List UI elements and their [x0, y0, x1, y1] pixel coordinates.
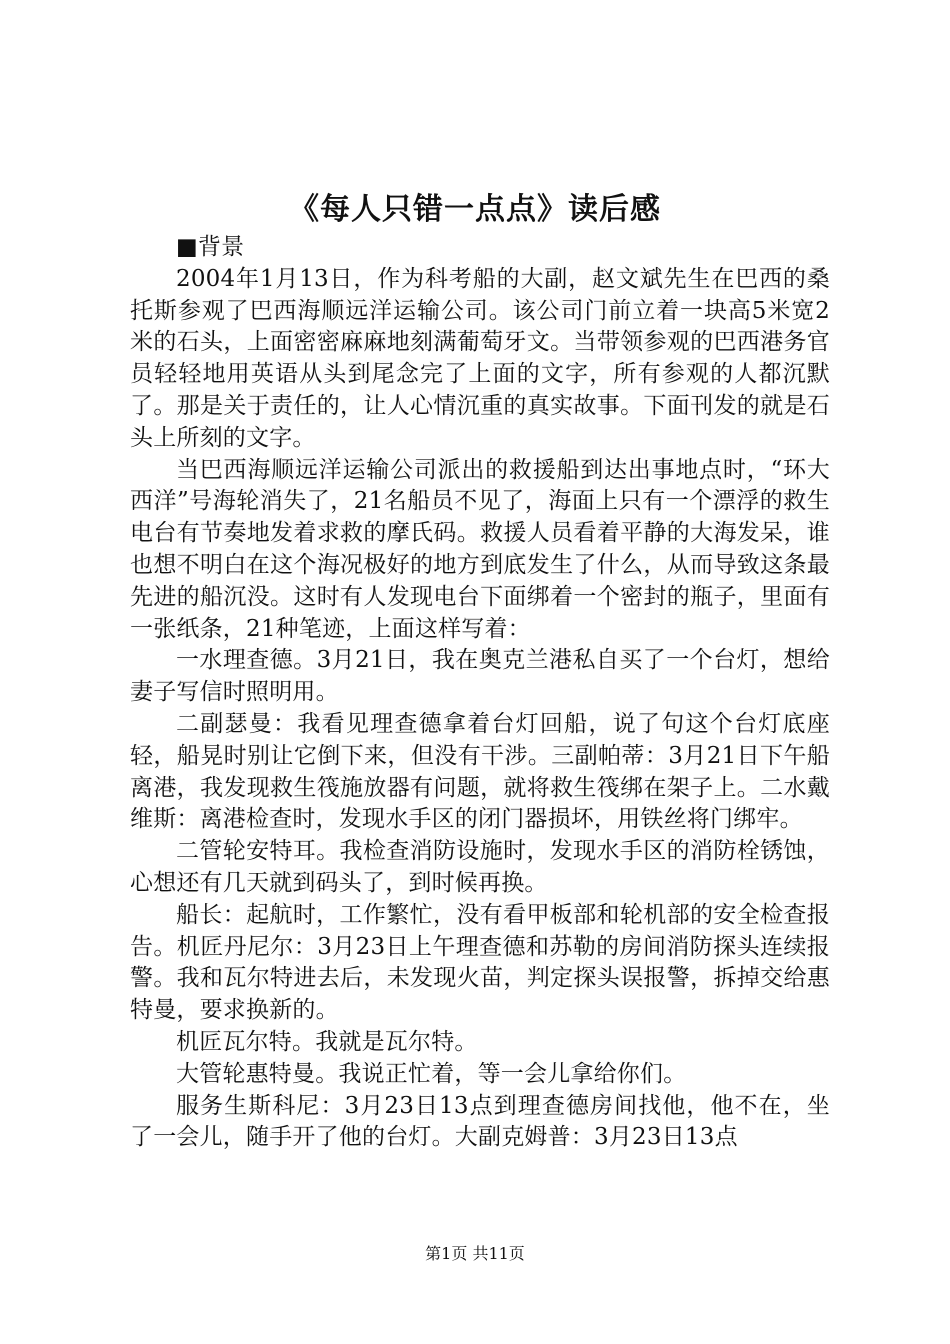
page-footer: 第1页 共11页	[425, 1244, 525, 1263]
paragraph: 服务生斯科尼：3月23日13点到理查德房间找他，他不在，坐了一会儿，随手开了他的台灯。大副克姆普：3月23日13点	[130, 1092, 830, 1151]
paragraph: 二管轮安特耳。我检查消防设施时，发现水手区的消防栓锈蚀，心想还有几天就到码头了，到时候再换。	[130, 838, 830, 896]
paragraph: 当巴西海顺远洋运输公司派出的救援船到达出事地点时，“环大西洋”号海轮消失了，21名船员不见了，海面上只有一个漂浮的救生电台有节奏地发着求救的摩氏码。救援人员看着平静的大海发呆，谁也想不明白在这个海况极好的地方到底发生了什么，从而导致这条最先进的船沉没。这时有人发现电台下面绑着一个密封的瓶子，里面有一张纸条，21种笔迹，上面这样写着：	[130, 456, 830, 642]
paragraph: 二副瑟曼：我看见理查德拿着台灯回船，说了句这个台灯底座轻，船晃时别让它倒下来，但没有干涉。三副帕蒂：3月21日下午船离港，我发现救生筏施放器有问题，就将救生筏绑在架子上。二水戴维斯：离港检查时，发现水手区的闭门器损坏，用铁丝将门绑牢。	[130, 710, 830, 833]
paragraph: 船长：起航时，工作繁忙，没有看甲板部和轮机部的安全检查报告。机匠丹尼尔：3月23日上午理查德和苏勒的房间消防探头连续报警。我和瓦尔特进去后，未发现火苗，判定探头误报警，拆掉交给惠特曼，要求换新的。	[130, 901, 830, 1024]
paragraph-section-heading: ■背景	[176, 234, 245, 260]
paragraph: 机匠瓦尔特。我就是瓦尔特。	[176, 1028, 478, 1055]
paragraph: 大管轮惠特曼。我说正忙着，等一会儿拿给你们。	[176, 1060, 687, 1087]
document-body	[130, 232, 830, 1154]
paragraph: 2004年1月13日，作为科考船的大副，赵文斌先生在巴西的桑托斯参观了巴西海顺远洋运输公司。该公司门前立着一块高5米宽2米的石头，上面密密麻麻地刻满葡萄牙文。当带领参观的巴西港务官员轻轻地用英语从头到尾念完了上面的文字，所有参观的人都沉默了。那是关于责任的，让人心情沉重的真实故事。下面刊发的就是石头上所刻的文字。	[130, 265, 830, 451]
document-title: 《每人只错一点点》读后感	[289, 192, 661, 227]
paragraph: 一水理查德。3月21日，我在奥克兰港私自买了一个台灯，想给妻子写信时照明用。	[130, 647, 830, 706]
